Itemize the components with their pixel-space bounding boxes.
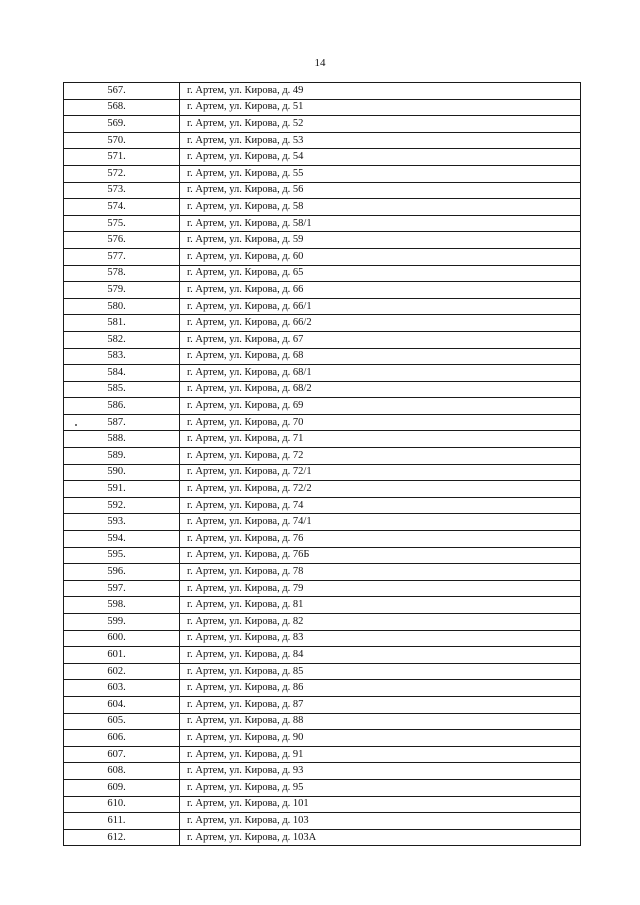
address-cell: г. Артем, ул. Кирова, д. 85 (180, 663, 581, 680)
row-number-cell: 594. (64, 531, 180, 548)
row-number-cell: 579. (64, 282, 180, 299)
row-number-cell: 572. (64, 165, 180, 182)
row-number-cell: 607. (64, 746, 180, 763)
address-cell: г. Артем, ул. Кирова, д. 72/1 (180, 464, 581, 481)
table-row (64, 315, 581, 332)
table-row (64, 448, 581, 465)
table-row (64, 514, 581, 531)
table-row (64, 398, 581, 415)
table-row (64, 564, 581, 581)
address-cell: г. Артем, ул. Кирова, д. 55 (180, 165, 581, 182)
row-number-cell: 567. (64, 83, 180, 100)
address-cell: г. Артем, ул. Кирова, д. 51 (180, 99, 581, 116)
row-number-cell: 606. (64, 730, 180, 747)
address-cell: г. Артем, ул. Кирова, д. 68 (180, 348, 581, 365)
address-cell: г. Артем, ул. Кирова, д. 103А (180, 829, 581, 846)
row-number-cell: 569. (64, 116, 180, 133)
row-number-cell: 604. (64, 696, 180, 713)
table-row (64, 531, 581, 548)
address-cell: г. Артем, ул. Кирова, д. 70 (180, 414, 581, 431)
row-number-cell: 581. (64, 315, 180, 332)
address-cell: г. Артем, ул. Кирова, д. 74/1 (180, 514, 581, 531)
table-row (64, 99, 581, 116)
table-row (64, 713, 581, 730)
address-table-body (64, 83, 581, 846)
row-number-cell: 570. (64, 132, 180, 149)
row-number-cell: 580. (64, 298, 180, 315)
table-row (64, 248, 581, 265)
table-row (64, 265, 581, 282)
address-cell: г. Артем, ул. Кирова, д. 56 (180, 182, 581, 199)
address-cell: г. Артем, ул. Кирова, д. 90 (180, 730, 581, 747)
table-row (64, 83, 581, 100)
address-cell: г. Артем, ул. Кирова, д. 82 (180, 614, 581, 631)
row-number-cell: 609. (64, 779, 180, 796)
row-number-cell: 585. (64, 381, 180, 398)
address-cell: г. Артем, ул. Кирова, д. 79 (180, 580, 581, 597)
table-row (64, 779, 581, 796)
address-cell: г. Артем, ул. Кирова, д. 58/1 (180, 215, 581, 232)
table-row (64, 232, 581, 249)
row-number-cell: 601. (64, 647, 180, 664)
address-cell: г. Артем, ул. Кирова, д. 93 (180, 763, 581, 780)
address-cell: г. Артем, ул. Кирова, д. 101 (180, 796, 581, 813)
row-number-cell: 603. (64, 680, 180, 697)
address-cell: г. Артем, ул. Кирова, д. 49 (180, 83, 581, 100)
address-cell: г. Артем, ул. Кирова, д. 72/2 (180, 481, 581, 498)
table-row (64, 331, 581, 348)
row-number-cell: 612. (64, 829, 180, 846)
row-number-cell: 596. (64, 564, 180, 581)
row-number-cell: 598. (64, 597, 180, 614)
row-number-cell: 568. (64, 99, 180, 116)
row-number-cell: 571. (64, 149, 180, 166)
address-cell: г. Артем, ул. Кирова, д. 72 (180, 448, 581, 465)
table-row (64, 730, 581, 747)
address-cell: г. Артем, ул. Кирова, д. 59 (180, 232, 581, 249)
address-cell: г. Артем, ул. Кирова, д. 71 (180, 431, 581, 448)
row-number-cell: 574. (64, 199, 180, 216)
address-cell: г. Артем, ул. Кирова, д. 52 (180, 116, 581, 133)
address-cell: г. Артем, ул. Кирова, д. 69 (180, 398, 581, 415)
address-cell: г. Артем, ул. Кирова, д. 91 (180, 746, 581, 763)
address-cell: г. Артем, ул. Кирова, д. 65 (180, 265, 581, 282)
table-row (64, 481, 581, 498)
row-number-cell: 592. (64, 497, 180, 514)
address-cell: г. Артем, ул. Кирова, д. 103 (180, 813, 581, 830)
address-cell: г. Артем, ул. Кирова, д. 86 (180, 680, 581, 697)
row-number-cell: 573. (64, 182, 180, 199)
table-row (64, 614, 581, 631)
row-number-cell: 576. (64, 232, 180, 249)
address-cell: г. Артем, ул. Кирова, д. 67 (180, 331, 581, 348)
address-cell: г. Артем, ул. Кирова, д. 88 (180, 713, 581, 730)
address-cell: г. Артем, ул. Кирова, д. 66/1 (180, 298, 581, 315)
table-row (64, 199, 581, 216)
table-row (64, 597, 581, 614)
row-number-cell: 587. (64, 414, 180, 431)
table-row (64, 282, 581, 299)
row-number-cell: 600. (64, 630, 180, 647)
row-number-cell: 584. (64, 365, 180, 382)
address-cell: г. Артем, ул. Кирова, д. 66 (180, 282, 581, 299)
table-row (64, 580, 581, 597)
address-cell: г. Артем, ул. Кирова, д. 54 (180, 149, 581, 166)
address-cell: г. Артем, ул. Кирова, д. 76Б (180, 547, 581, 564)
row-number-cell: 610. (64, 796, 180, 813)
table-row (64, 381, 581, 398)
page-number: 14 (314, 57, 326, 69)
address-cell: г. Артем, ул. Кирова, д. 95 (180, 779, 581, 796)
table-row (64, 414, 581, 431)
address-cell: г. Артем, ул. Кирова, д. 58 (180, 199, 581, 216)
table-row (64, 663, 581, 680)
table-row (64, 132, 581, 149)
table-row (64, 829, 581, 846)
address-cell: г. Артем, ул. Кирова, д. 87 (180, 696, 581, 713)
row-number-cell: 578. (64, 265, 180, 282)
row-number-cell: 590. (64, 464, 180, 481)
address-cell: г. Артем, ул. Кирова, д. 81 (180, 597, 581, 614)
row-number-cell: 591. (64, 481, 180, 498)
row-number-cell: 582. (64, 331, 180, 348)
row-number-cell: 599. (64, 614, 180, 631)
table-row (64, 497, 581, 514)
table-row (64, 547, 581, 564)
address-cell: г. Артем, ул. Кирова, д. 53 (180, 132, 581, 149)
table-row (64, 796, 581, 813)
table-row (64, 348, 581, 365)
table-row (64, 680, 581, 697)
row-number-cell: 577. (64, 248, 180, 265)
table-row (64, 464, 581, 481)
table-row (64, 149, 581, 166)
address-table (63, 82, 581, 846)
row-number-cell: 593. (64, 514, 180, 531)
row-number-cell: 575. (64, 215, 180, 232)
address-cell: г. Артем, ул. Кирова, д. 83 (180, 630, 581, 647)
table-row (64, 763, 581, 780)
row-number-cell: 588. (64, 431, 180, 448)
table-row (64, 365, 581, 382)
row-number-cell: 597. (64, 580, 180, 597)
table-row (64, 182, 581, 199)
row-number-cell: 583. (64, 348, 180, 365)
address-cell: г. Артем, ул. Кирова, д. 74 (180, 497, 581, 514)
address-cell: г. Артем, ул. Кирова, д. 78 (180, 564, 581, 581)
address-cell: г. Артем, ул. Кирова, д. 66/2 (180, 315, 581, 332)
row-number-cell: 605. (64, 713, 180, 730)
table-row (64, 116, 581, 133)
row-number-cell: 595. (64, 547, 180, 564)
address-cell: г. Артем, ул. Кирова, д. 76 (180, 531, 581, 548)
row-number-cell: 586. (64, 398, 180, 415)
table-row (64, 215, 581, 232)
table-row (64, 696, 581, 713)
table-row (64, 647, 581, 664)
table-row (64, 165, 581, 182)
address-cell: г. Артем, ул. Кирова, д. 68/1 (180, 365, 581, 382)
table-row (64, 298, 581, 315)
address-cell: г. Артем, ул. Кирова, д. 68/2 (180, 381, 581, 398)
table-row (64, 746, 581, 763)
table-row (64, 431, 581, 448)
row-number-cell: 602. (64, 663, 180, 680)
row-number-cell: 608. (64, 763, 180, 780)
row-number-cell: 611. (64, 813, 180, 830)
table-row (64, 813, 581, 830)
address-cell: г. Артем, ул. Кирова, д. 60 (180, 248, 581, 265)
table-row (64, 630, 581, 647)
row-number-cell: 589. (64, 448, 180, 465)
address-cell: г. Артем, ул. Кирова, д. 84 (180, 647, 581, 664)
